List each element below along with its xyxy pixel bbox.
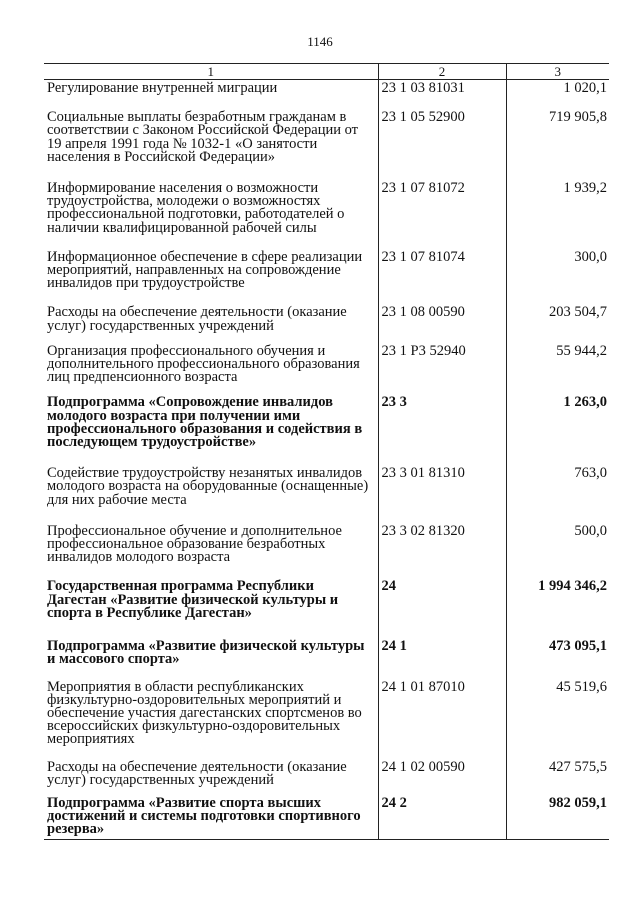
row-code-cell: 23 1 03 81031 [378, 80, 506, 96]
column-header-3: 3 [506, 64, 609, 80]
row-amount-cell: 1 263,0 [506, 384, 609, 449]
row-name-cell: Регулирование внутренней миграции [47, 80, 278, 96]
row-name-cell: Расходы на обеспечение деятельности (оказание услуг) государственных учреждений [47, 758, 347, 788]
column-header-1: 1 [44, 64, 378, 80]
row-name-cell: Информационное обеспечение в сфере реализации мероприятий, направленных на сопровождение инвалидов при трудоустройстве [47, 248, 363, 292]
budget-table [44, 63, 609, 840]
table-row [44, 449, 609, 507]
table-row [44, 384, 609, 449]
table-row [44, 290, 609, 332]
row-amount-cell: 1 994 346,2 [506, 564, 609, 620]
row-code-cell: 24 1 02 00590 [378, 747, 506, 787]
row-name-cell: Организация профессионального обучения и дополнительного профессионального образования лиц предпенсионного возраста [47, 342, 360, 386]
row-amount-cell: 300,0 [506, 235, 609, 291]
table-row [44, 235, 609, 291]
table-row [44, 787, 609, 839]
row-amount-cell: 45 519,6 [506, 667, 609, 747]
page-number: 1146 [307, 34, 333, 49]
table-row [44, 747, 609, 787]
row-code-cell: 23 1 08 00590 [378, 290, 506, 332]
table-body [44, 80, 609, 840]
row-name-cell: Подпрограмма «Развитие спорта высших достижений и системы подготовки спортивного резерва» [44, 787, 378, 839]
table-row [44, 667, 609, 747]
row-amount-cell: 719 905,8 [506, 95, 609, 164]
row-amount-cell: 203 504,7 [506, 290, 609, 332]
row-code-cell: 24 [378, 564, 506, 620]
table-row [44, 620, 609, 666]
table-header [44, 64, 609, 80]
row-code-cell: 23 1 P3 52940 [378, 333, 506, 385]
row-amount-cell: 55 944,2 [506, 333, 609, 385]
row-amount-cell: 1 939,2 [506, 164, 609, 235]
row-amount-cell: 500,0 [506, 507, 609, 565]
row-code-cell: 23 3 01 81310 [378, 449, 506, 507]
column-header-2: 2 [378, 64, 506, 80]
row-name-cell: Подпрограмма «Сопровождение инвалидов молодого возраста при получении ими профессионального образования и содействия в последующем трудоустройстве» [47, 394, 363, 451]
row-name-cell: Подпрограмма «Развитие физической культуры и массового спорта» [47, 638, 365, 668]
row-amount-cell: 982 059,1 [506, 787, 609, 839]
row-code-cell: 24 1 01 87010 [378, 667, 506, 747]
row-code-cell: 23 1 07 81072 [378, 164, 506, 235]
row-name-cell: Социальные выплаты безработным гражданам в соответствии с Законом Российской Федерации от 19 апреля 1991 года № 1032-1 «О занятости населения в Российской Федерации» [47, 109, 358, 165]
row-amount-cell: 1 020,1 [506, 80, 609, 96]
row-code-cell: 23 3 02 81320 [378, 507, 506, 565]
table-row [44, 333, 609, 385]
table-row [44, 507, 609, 565]
table-row [44, 95, 609, 164]
row-name-cell: Мероприятия в области республиканских физкультурно-оздоровительных мероприятий и обеспечение участия дагестанских спортсменов во всероссийских физкультурно-оздоровительных мероприятиях [47, 678, 362, 748]
row-name-cell: Содействие трудоустройству незанятых инвалидов молодого возраста на оборудованные (оснащенные) для них рабочие места [47, 465, 369, 508]
row-name-cell: Расходы на обеспечение деятельности (оказание услуг) государственных учреждений [47, 304, 347, 334]
row-name-cell: Профессиональное обучение и дополнительное профессиональное образование безработных инвалидов молодого возраста [47, 522, 342, 566]
row-code-cell: 23 1 05 52900 [378, 95, 506, 164]
row-amount-cell: 427 575,5 [506, 747, 609, 787]
row-code-cell: 23 3 [378, 384, 506, 449]
row-code-cell: 24 1 [378, 620, 506, 666]
row-code-cell: 23 1 07 81074 [378, 235, 506, 291]
table-row [44, 80, 609, 96]
row-amount-cell: 763,0 [506, 449, 609, 507]
row-amount-cell: 473 095,1 [506, 620, 609, 666]
row-name-cell: Информирование населения о возможности трудоустройства, молодежи о возможностях профессиональной подготовки, работодателей о наличии квалифицированной рабочей силы [47, 180, 345, 236]
table-row [44, 564, 609, 620]
row-name-cell: Государственная программа Республики Дагестан «Развитие физической культуры и спорта в Республике Дагестан» [47, 578, 339, 621]
row-code-cell: 24 2 [378, 787, 506, 839]
table-row [44, 164, 609, 235]
